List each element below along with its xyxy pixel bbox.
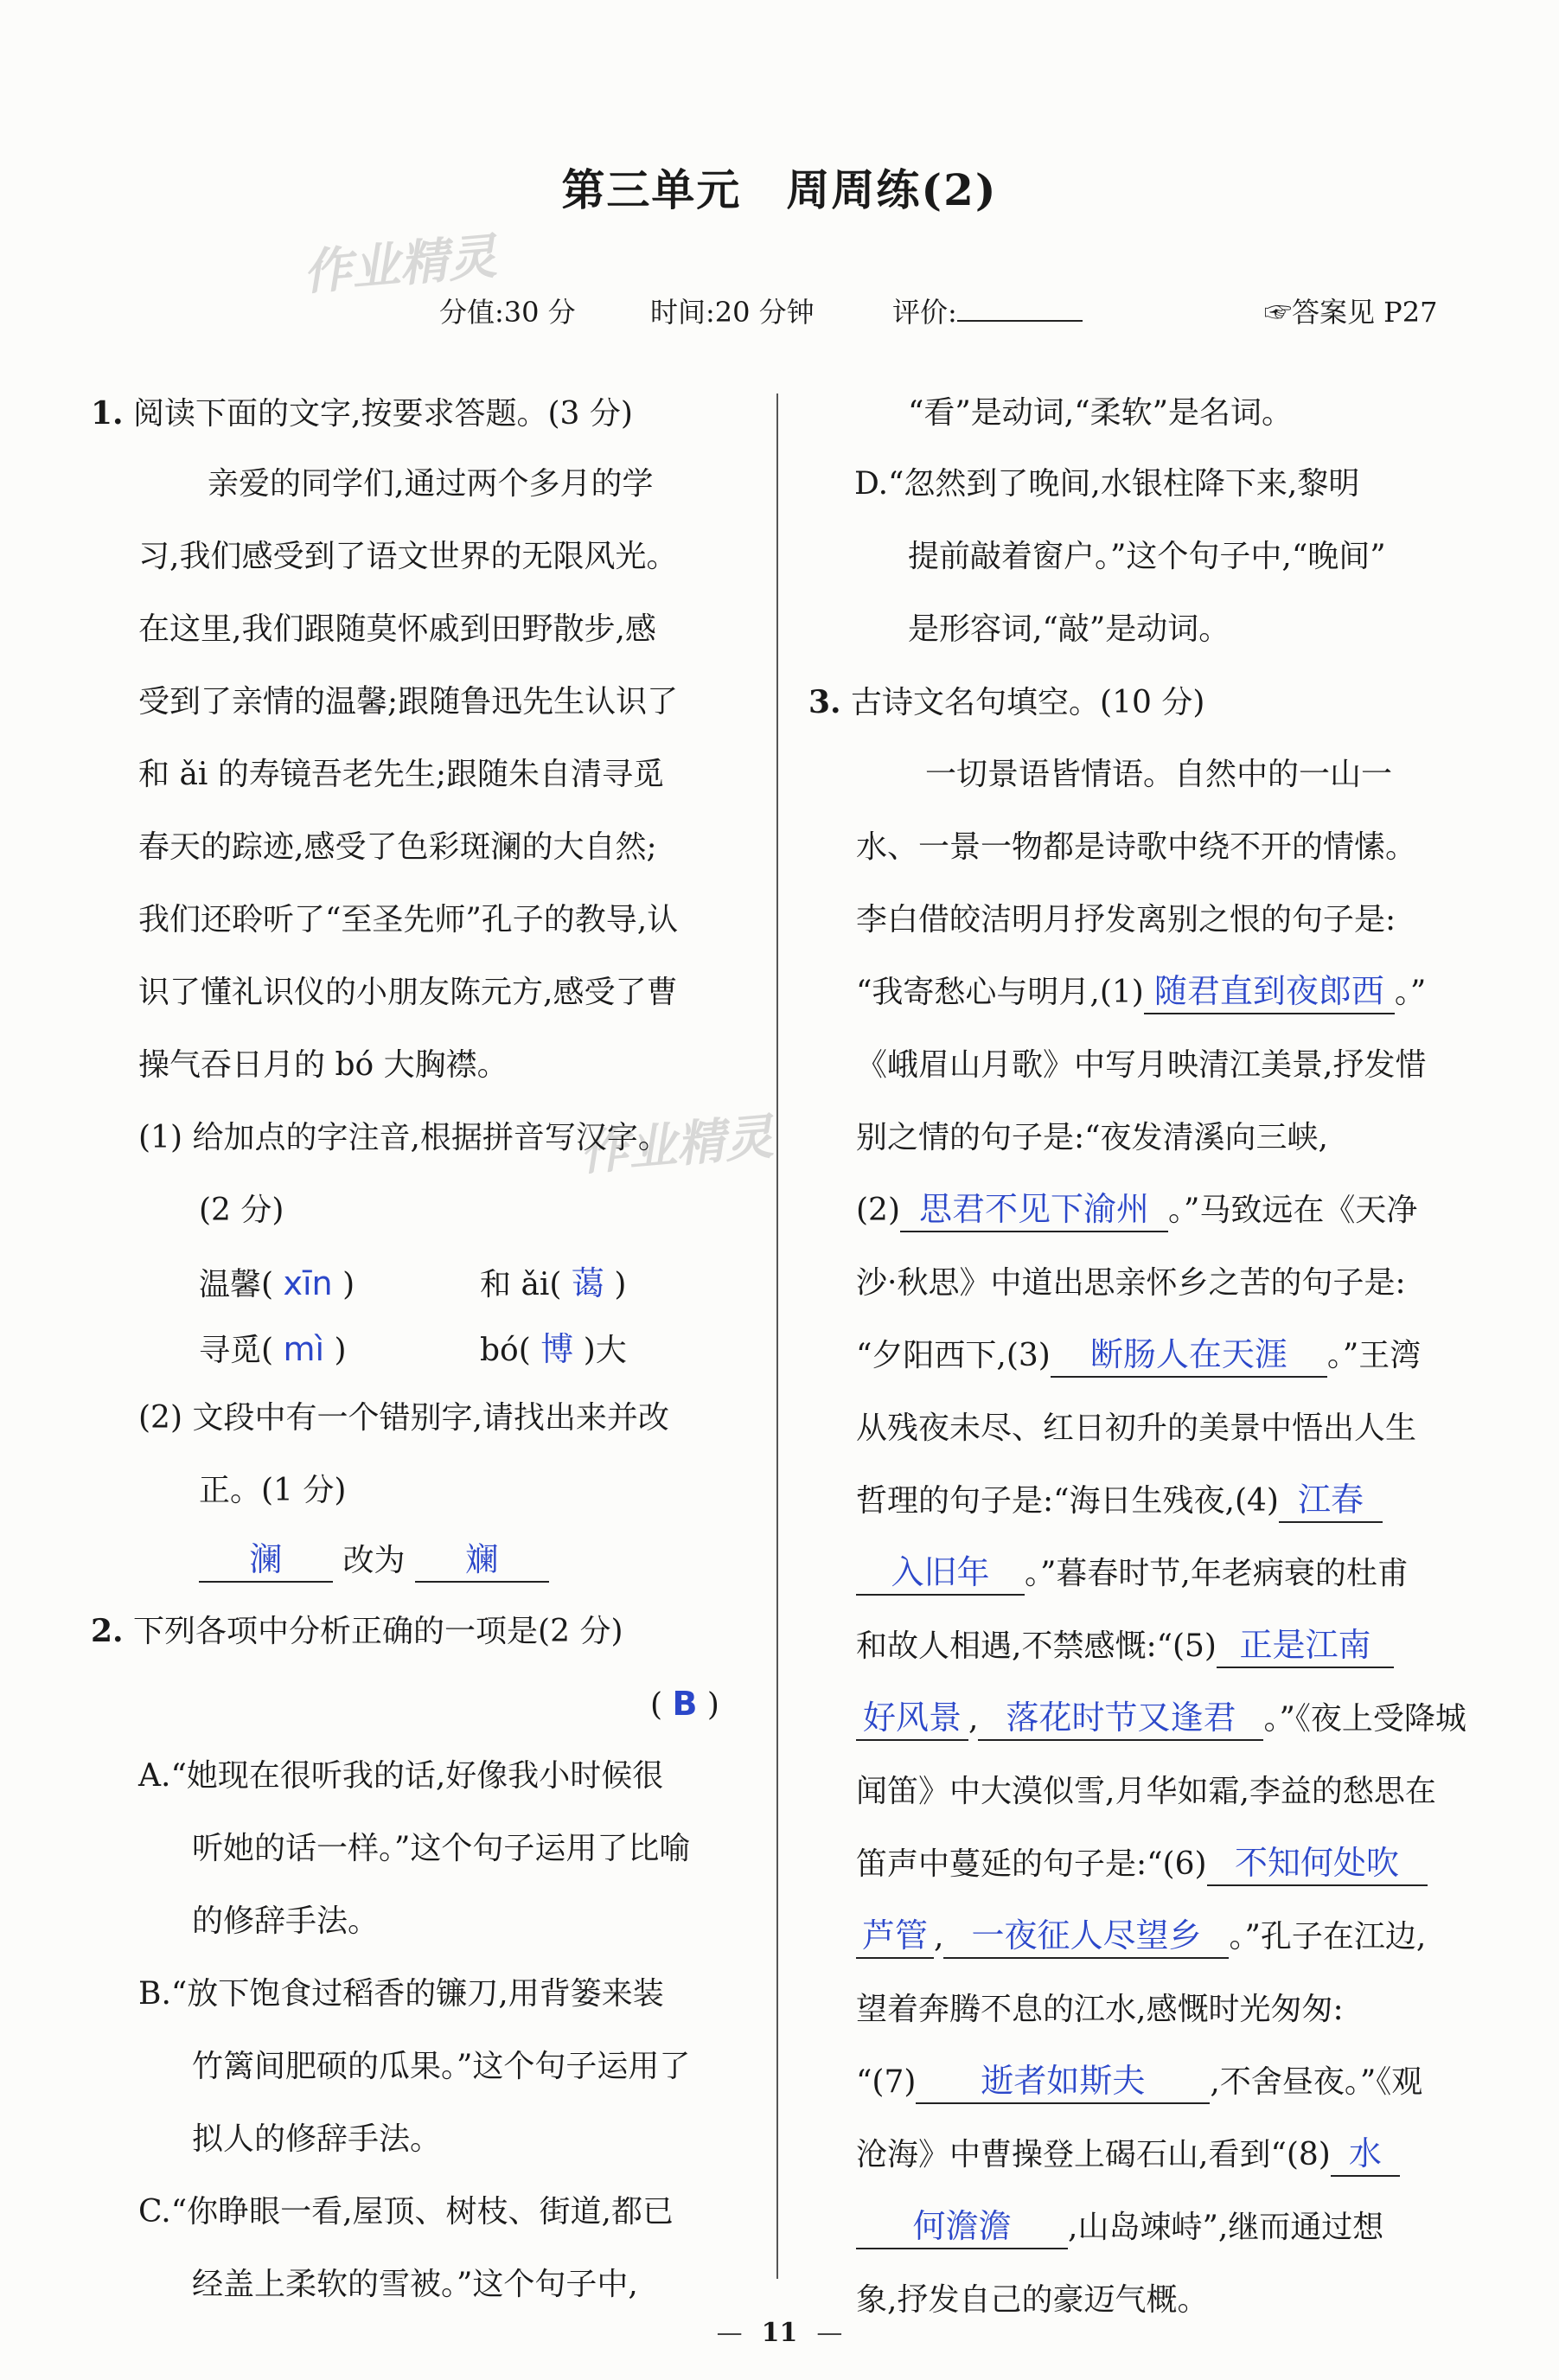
score-label: 分值:30 分: [439, 296, 576, 329]
pinyin-item-mi: 寻觅( mì ): [199, 1330, 347, 1368]
q3-text-blank-3: “夕阳西下,(3) 断肠人在天涯 。”王湾: [856, 1330, 1421, 1382]
q3-heading: 3. 古诗文名句填空。(10 分): [808, 684, 1205, 720]
passage-line: 我们还聆听了“至圣先师”孔子的教导,认: [138, 902, 679, 937]
passage-line: 习,我们感受到了语文世界的无限风光。: [138, 539, 678, 574]
option-d-cont: 是形容词,“敲”是动词。: [908, 611, 1230, 647]
answer-8b: 何澹澹: [856, 2204, 1068, 2249]
answer-8a: 水: [1331, 2132, 1400, 2177]
q3-text: 别之情的句子是:“夜发清溪向三峡,: [856, 1120, 1328, 1155]
q3-text: 从残夜未尽、红日初升的美景中悟出人生: [856, 1411, 1417, 1446]
passage-line: 亲爱的同学们,通过两个多月的学: [208, 466, 654, 502]
q3-text-blank-6b: 芦管 , 一夜征人尽望乡 。”孔子在江边,: [856, 1911, 1426, 1963]
q2-heading: 2. 下列各项中分析正确的一项是(2 分): [91, 1613, 623, 1649]
q3-text-blank-7: “(7) 逝者如斯夫 ,不舍昼夜。”《观: [856, 2057, 1422, 2108]
q2-answer: ( B ): [650, 1685, 719, 1723]
pinyin-item-ai: 和 ǎi( 蔼 ): [480, 1264, 627, 1302]
passage-line: 和 ǎi 的寿镜吾老先生;跟随朱自清寻觅: [138, 757, 664, 792]
q3-text: 望着奔腾不息的江水,感慨时光匆匆:: [856, 1992, 1344, 2027]
answer-5b: 好风景: [856, 1696, 968, 1741]
answer-4a: 江春: [1279, 1478, 1383, 1523]
q3-text-blank-1: “我寄愁心与明月,(1) 随君直到夜郎西 。”: [856, 967, 1426, 1019]
sub-question-2: (2) 文段中有一个错别字,请找出来并改: [138, 1400, 669, 1436]
answer-5c: 落花时节又逢君: [978, 1696, 1263, 1741]
option-c: C.“你睁眼一看,屋顶、树枝、街道,都已: [138, 2194, 674, 2230]
option-c-cont: “看”是动词,“柔软”是名词。: [908, 395, 1294, 431]
pinyin-item-bo: bó( 博 )大: [480, 1330, 627, 1368]
q3-text: 沙·秋思》中道出思亲怀乡之苦的句子是:: [856, 1265, 1406, 1301]
q3-text-blank-8: 沧海》中曹操登上碣石山,看到“(8) 水: [856, 2129, 1400, 2181]
sub-question-1-score: (2 分): [199, 1193, 284, 1228]
passage-line: 在这里,我们跟随莫怀戚到田野散步,感: [138, 611, 656, 647]
option-a-cont: 听她的话一样。”这个句子运用了比喻: [192, 1831, 691, 1866]
answer-5a: 正是江南: [1217, 1623, 1394, 1668]
passage-line: 识了懂礼识仪的小朋友陈元方,感受了曹: [138, 975, 678, 1010]
correct-char: 斓: [415, 1538, 549, 1583]
q3-text: 水、一景一物都是诗歌中绕不开的情愫。: [856, 829, 1417, 865]
answer-1: 随君直到夜郎西: [1144, 969, 1395, 1014]
watermark: 作业精灵: [300, 227, 499, 302]
answer-bo: 博: [540, 1330, 574, 1368]
option-d-cont: 提前敲着窗户。”这个句子中,“晚间”: [908, 539, 1386, 574]
option-c-cont: 经盖上柔软的雪被。”这个句子中,: [192, 2267, 638, 2302]
q3-text-blank-4: 哲理的句子是:“海日生残夜,(4) 江春: [856, 1475, 1383, 1527]
column-divider: [776, 393, 778, 2279]
answer-6c: 一夜征人尽望乡: [943, 1914, 1229, 1959]
q3-text: 象,抒发自己的豪迈气概。: [856, 2282, 1209, 2318]
option-b-cont: 竹篱间肥硕的瓜果。”这个句子运用了: [192, 2049, 691, 2084]
eval-blank: [957, 296, 1083, 322]
q3-text-blank-4b: 入旧年 。”暮春时节,年老病衰的杜甫: [856, 1548, 1409, 1600]
eval-label: 评价:: [892, 291, 1083, 330]
option-a: A.“她现在很听我的话,好像我小时候很: [138, 1758, 664, 1794]
answer-6b: 芦管: [856, 1914, 934, 1959]
answer-ai: 蔼: [571, 1264, 604, 1302]
correction-row: 澜 改为 斓: [199, 1535, 549, 1587]
answer-6a: 不知何处吹: [1207, 1841, 1428, 1886]
answer-2: 思君不见下渝州: [900, 1187, 1168, 1232]
q3-text-blank-2: (2) 思君不见下渝州 。”马致远在《天净: [856, 1185, 1417, 1237]
answer-4b: 入旧年: [856, 1551, 1025, 1596]
answer-7: 逝者如斯夫: [916, 2059, 1210, 2104]
q3-text-blank-8b: 何澹澹 ,山岛竦峙”,继而通过想: [856, 2202, 1383, 2254]
passage-line: 受到了亲情的温馨;跟随鲁迅先生认识了: [138, 684, 679, 720]
page-title: 第三单元 周周练(2): [561, 164, 998, 215]
q3-text-blank-6: 笛声中蔓延的句子是:“(6) 不知何处吹: [856, 1839, 1428, 1891]
sub-question-1: (1) 给加点的字注音,根据拼音写汉字。: [138, 1120, 669, 1155]
option-b-cont: 拟人的修辞手法。: [192, 2121, 442, 2157]
q1-heading: 1. 阅读下面的文字,按要求答题。(3 分): [91, 395, 633, 432]
q3-text: 一切景语皆情语。自然中的一山一: [925, 757, 1393, 792]
time-label: 时间:20 分钟: [650, 296, 815, 329]
q2-answer-letter: B: [672, 1685, 698, 1723]
q3-text: 《峨眉山月歌》中写月映清江美景,抒发惜: [856, 1047, 1427, 1083]
q3-text-blank-5b: 好风景 , 落花时节又逢君 。”《夜上受降城: [856, 1693, 1466, 1745]
answer-mi: mì: [283, 1330, 325, 1368]
q3-text-blank-5: 和故人相遇,不禁感慨:“(5) 正是江南: [856, 1621, 1394, 1673]
option-d: D.“忽然到了晚间,水银柱降下来,黎明: [854, 466, 1360, 502]
q3-text: 闻笛》中大漠似雪,月华如霜,李益的愁思在: [856, 1774, 1436, 1809]
option-a-cont: 的修辞手法。: [192, 1903, 380, 1939]
passage-line: 操气吞日月的 bó 大胸襟。: [138, 1047, 508, 1083]
sub-question-2-cont: 正。(1 分): [199, 1473, 347, 1508]
page-number: — 11 —: [716, 2318, 843, 2348]
watermark-2: 作业精灵: [577, 1108, 776, 1182]
option-b: B.“放下饱食过稻香的镰刀,用背篓来装: [138, 1976, 664, 2012]
q3-text: 李白借皎洁明月抒发离别之恨的句子是:: [856, 902, 1396, 937]
passage-line: 春天的踪迹,感受了色彩斑澜的大自然;: [138, 829, 657, 865]
answer-reference: ☞答案见 P27: [1264, 296, 1438, 329]
answer-3: 断肠人在天涯: [1051, 1333, 1327, 1378]
pinyin-item-xin: 温馨( xīn ): [199, 1264, 355, 1302]
wrong-char: 澜: [199, 1538, 333, 1583]
answer-xin: xīn: [283, 1264, 333, 1302]
